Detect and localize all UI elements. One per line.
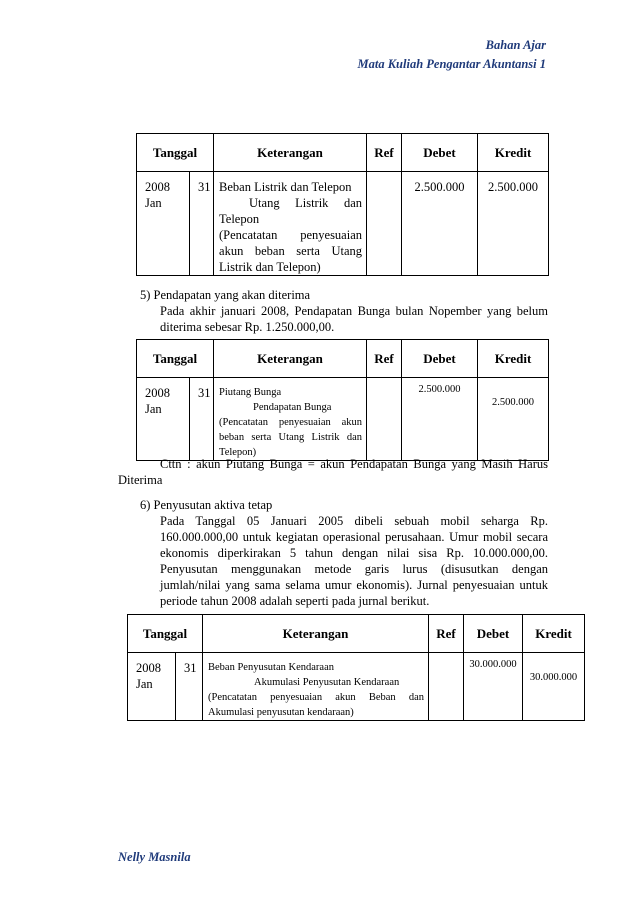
col-header-credit: Kredit [478,340,549,378]
section-5 [140,287,548,335]
table-header-row [137,134,549,172]
col-header-date: Tanggal [137,340,214,378]
debit-account: Beban Penyusutan Kendaraan [208,662,334,673]
date-year: 2008 [145,180,170,194]
table-row [137,378,549,461]
date-month: Jan [145,402,162,416]
ref-cell [367,172,402,276]
col-header-ref: Ref [367,134,402,172]
table-header-row [137,340,549,378]
date-cell [137,172,190,276]
debit-account: Beban Listrik dan Telepon [219,180,352,194]
journal-table-2 [136,339,549,461]
date-cell [137,378,190,461]
date-year: 2008 [145,386,170,400]
table-header-row [128,615,585,653]
header-line-1: Bahan Ajar [485,38,546,52]
section-6-title: 6) Penyusutan aktiva tetap [140,498,273,512]
col-header-debit: Debet [464,615,523,653]
debit-account: Piutang Bunga [219,387,282,398]
table-row [137,172,549,276]
date-day: 31 [190,378,214,461]
date-month: Jan [145,196,162,210]
footer-author: Nelly Masnila [118,850,191,864]
entry-note: (Pencatatan penyesuaian akun Beban dan Akumulasi penyusutan kendaraan) [208,692,425,718]
entry-note: (Pencatatan penyesuaian akun beban serta Utang Listrik dan Telepon) [219,228,363,274]
col-header-debit: Debet [402,340,478,378]
col-header-description: Keterangan [203,615,429,653]
entry-note: (Pencatatan penyesuaian akun beban serta Utang Listrik dan Telepon) [219,417,363,458]
description-cell [214,378,367,461]
journal-table-1 [136,133,549,276]
debit-value: 30.000.000 [464,653,523,721]
note-cttn: Cttn : akun Piutang Bunga = akun Pendapatan Bunga yang Masih Harus Diterima [118,457,548,487]
section-6 [140,497,548,609]
date-year: 2008 [136,661,161,675]
table-row [128,653,585,721]
date-day: 31 [190,172,214,276]
date-day: 31 [176,653,203,721]
description-cell [214,172,367,276]
credit-account: Utang Listrik dan [249,196,363,210]
section-6-body: Pada Tanggal 05 Januari 2005 dibeli sebuah mobil seharga Rp. 160.000.000,00 untuk kegiatan operasional perusahaan. Umur mobil secara ekonomis diperkirakan 5 tahun dengan nilai sisa Rp. 10.000.000,00. Penyusutan menggunakan metode garis lurus (disusutkan dengan jumlah/nilai yang sama selama umur ekonomis). Jurnal penyesuaian untuk periode tahun 2008 adalah seperti pada jurnal berikut. [160,514,548,608]
credit-value: 2.500.000 [478,172,549,276]
date-cell [128,653,176,721]
col-header-credit: Kredit [523,615,585,653]
journal-table-3 [127,614,585,721]
col-header-credit: Kredit [478,134,549,172]
debit-value: 2.500.000 [402,378,478,461]
col-header-debit: Debet [402,134,478,172]
ref-cell [429,653,464,721]
ref-cell [367,378,402,461]
col-header-description: Keterangan [214,340,367,378]
col-header-ref: Ref [429,615,464,653]
col-header-description: Keterangan [214,134,367,172]
date-month: Jan [136,677,153,691]
col-header-date: Tanggal [137,134,214,172]
debit-value: 2.500.000 [402,172,478,276]
credit-account-cont: Telepon [219,212,260,226]
credit-value: 30.000.000 [523,653,585,721]
credit-account: Pendapatan Bunga [253,402,332,413]
col-header-date: Tanggal [128,615,203,653]
section-5-title: 5) Pendapatan yang akan diterima [140,288,311,302]
section-5-body: Pada akhir januari 2008, Pendapatan Bunga bulan Nopember yang belum diterima sebesar Rp. 1.250.000,00. [160,304,548,334]
description-cell [203,653,429,721]
header-line-2: Mata Kuliah Pengantar Akuntansi 1 [357,57,546,71]
credit-account: Akumulasi Penyusutan Kendaraan [254,677,400,688]
col-header-ref: Ref [367,340,402,378]
page-header [358,36,547,74]
credit-value: 2.500.000 [478,378,549,461]
